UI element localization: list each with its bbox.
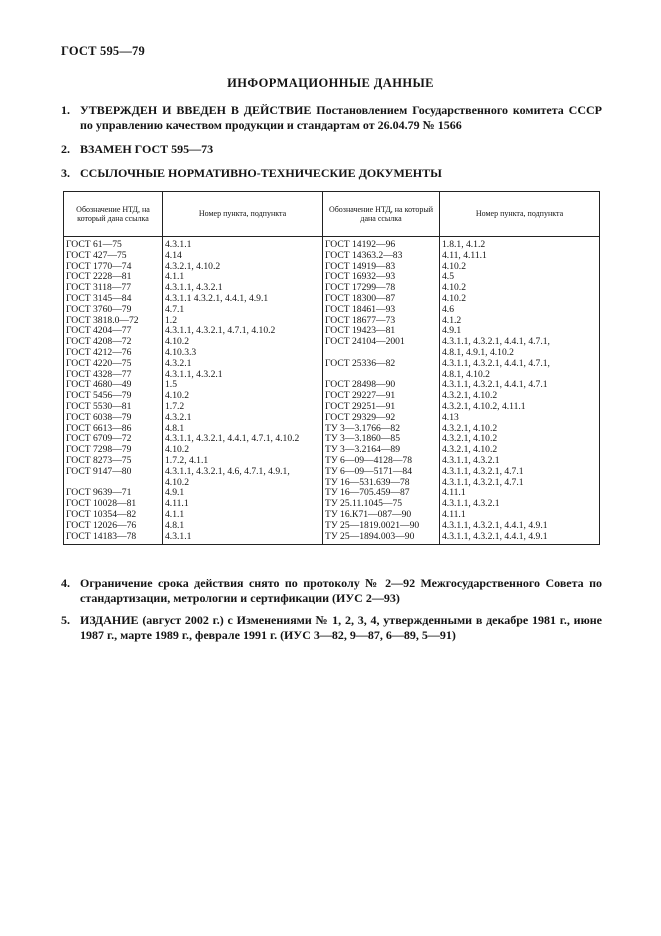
clause-cell: 1.8.1, 4.1.2: [440, 237, 600, 251]
designation-cell: ГОСТ 28498—90: [323, 380, 440, 391]
designation-cell: ТУ 3—3.2164—89: [323, 445, 440, 456]
clause-cell: 4.3.2.1: [163, 359, 323, 370]
clause-cell: 1.2: [163, 316, 323, 327]
item-number: 2.: [61, 142, 70, 156]
header-clause-1: Номер пункта, подпункта: [163, 192, 323, 237]
clause-cell: 4.10.2: [163, 445, 323, 456]
designation-cell: ГОСТ 18300—87: [323, 294, 440, 305]
clause-cell: 4.10.2: [163, 391, 323, 402]
designation-cell: ГОСТ 12026—76: [64, 521, 163, 532]
designation-cell: ГОСТ 14192—96: [323, 237, 440, 251]
designation-cell: ТУ 16—705.459—87: [323, 488, 440, 499]
clause-cell: 4.10.2: [440, 283, 600, 294]
clause-cell: 4.10.2: [163, 337, 323, 348]
clause-cell: 4.1.2: [440, 316, 600, 327]
designation-cell: ГОСТ 9147—80: [64, 467, 163, 478]
designation-cell: ГОСТ 6038—79: [64, 413, 163, 424]
clause-cell: 4.3.1.1, 4.3.2.1, 4.4.1, 4.7.1,: [440, 359, 600, 370]
clause-cell: 4.14: [163, 251, 323, 262]
clause-cell: 4.3.2.1, 4.10.2: [440, 445, 600, 456]
designation-cell: ГОСТ 4204—77: [64, 326, 163, 337]
clause-cell: 4.3.1.1 4.3.2.1, 4.4.1, 4.9.1: [163, 294, 323, 305]
designation-cell: ТУ 25—1894.003—90: [323, 532, 440, 545]
designation-cell: ГОСТ 29227—91: [323, 391, 440, 402]
clause-cell: 4.9.1: [440, 326, 600, 337]
designation-cell: ГОСТ 18461—93: [323, 305, 440, 316]
item-body: [80, 613, 602, 643]
designation-cell: ТУ 25.11.1045—75: [323, 499, 440, 510]
item-lead: Ограничение срока действия снято по протоколу № 2—92: [80, 576, 416, 590]
clause-cell: 4.5: [440, 272, 600, 283]
table-row: [64, 532, 600, 545]
clause-cell: 4.8.1, 4.10.2: [440, 370, 600, 381]
clause-cell: 4.3.1.1, 4.3.2.1: [163, 283, 323, 294]
designation-cell: ТУ 3—3.1860—85: [323, 434, 440, 445]
designation-cell: ГОСТ 17299—78: [323, 283, 440, 294]
designation-cell: ТУ 16—531.639—78: [323, 478, 440, 489]
clause-cell: 4.10.2: [163, 478, 323, 489]
clause-cell: 4.3.2.1, 4.10.2: [440, 434, 600, 445]
item-lead: ВЗАМЕН ГОСТ 595—73: [80, 142, 214, 156]
item-body: [80, 576, 602, 606]
info-item-2: [61, 142, 602, 157]
clause-cell: 4.1.1: [163, 272, 323, 283]
designation-cell: ГОСТ 1770—74: [64, 262, 163, 273]
clause-cell: 4.3.2.1, 4.10.2: [163, 262, 323, 273]
info-item-5: [61, 613, 602, 643]
designation-cell: ГОСТ 29251—91: [323, 402, 440, 413]
designation-cell: ТУ 6—09—4128—78: [323, 456, 440, 467]
designation-cell: ГОСТ 14363.2—83: [323, 251, 440, 262]
item-number: 4.: [61, 576, 70, 590]
clause-cell: 4.3.1.1: [163, 237, 323, 251]
item-lead: УТВЕРЖДЕН И ВВЕДЕН В ДЕЙСТВИЕ: [80, 103, 312, 117]
designation-cell: ГОСТ 29329—92: [323, 413, 440, 424]
designation-cell: ГОСТ 61—75: [64, 237, 163, 251]
designation-cell: ГОСТ 9639—71: [64, 488, 163, 499]
section-title: ИНФОРМАЦИОННЫЕ ДАННЫЕ: [227, 76, 434, 90]
designation-cell: ГОСТ 10354—82: [64, 510, 163, 521]
item-number: 1.: [61, 103, 70, 117]
clause-cell: 4.8.1, 4.9.1, 4.10.2: [440, 348, 600, 359]
designation-cell: ТУ 6—09—5171—84: [323, 467, 440, 478]
designation-cell: ГОСТ 19423—81: [323, 326, 440, 337]
reference-documents-table: [63, 191, 600, 545]
clause-cell: 4.3.1.1, 4.3.2.1, 4.4.1, 4.7.1,: [440, 337, 600, 348]
page-header: ГОСТ 595—79: [61, 44, 145, 58]
clause-cell: 4.3.2.1: [163, 413, 323, 424]
designation-cell: ТУ 25—1819.0021—90: [323, 521, 440, 532]
clause-cell: 4.3.1.1, 4.3.2.1, 4.4.1, 4.7.1: [440, 380, 600, 391]
table-header-row: [64, 192, 600, 237]
clause-cell: 4.3.1.1, 4.3.2.1, 4.4.1, 4.7.1, 4.10.2: [163, 434, 323, 445]
clause-cell: 4.8.1: [163, 424, 323, 435]
clause-cell: 4.3.1.1, 4.3.2.1: [440, 499, 600, 510]
designation-cell: ГОСТ 7298—79: [64, 445, 163, 456]
clause-cell: 4.3.1.1, 4.3.2.1, 4.7.1, 4.10.2: [163, 326, 323, 337]
clause-cell: 4.10.2: [440, 262, 600, 273]
designation-cell: ГОСТ 427—75: [64, 251, 163, 262]
clause-cell: 4.11.1: [163, 499, 323, 510]
clause-cell: 4.11.1: [440, 488, 600, 499]
info-item-1: [61, 103, 602, 133]
designation-cell: ГОСТ 5456—79: [64, 391, 163, 402]
clause-cell: 1.7.2, 4.1.1: [163, 456, 323, 467]
item-text: Межгосударственного Совета по стандартизации, метрологии и сертификации (ИУС 2—93): [80, 576, 603, 605]
clause-cell: 4.3.2.1, 4.10.2, 4.11.1: [440, 402, 600, 413]
clause-cell: 4.1.1: [163, 510, 323, 521]
clause-cell: 4.3.2.1, 4.10.2: [440, 424, 600, 435]
clause-cell: 4.9.1: [163, 488, 323, 499]
clause-cell: 1.5: [163, 380, 323, 391]
clause-cell: 4.3.1.1, 4.3.2.1: [440, 456, 600, 467]
designation-cell: ГОСТ 18677—73: [323, 316, 440, 327]
designation-cell: ГОСТ 14919—83: [323, 262, 440, 273]
clause-cell: 4.3.1.1, 4.3.2.1, 4.4.1, 4.9.1: [440, 532, 600, 545]
designation-cell: ТУ 3—3.1766—82: [323, 424, 440, 435]
clause-cell: 1.7.2: [163, 402, 323, 413]
designation-cell: ГОСТ 25336—82: [323, 359, 440, 370]
clause-cell: 4.3.1.1, 4.3.2.1, 4.4.1, 4.9.1: [440, 521, 600, 532]
clause-cell: 4.11, 4.11.1: [440, 251, 600, 262]
clause-cell: 4.8.1: [163, 521, 323, 532]
item-number: 5.: [61, 613, 70, 627]
item-text: (август 2002 г.) с Изменениями № 1, 2, 3, 4, утвержденными в декабре 1981 г., июне 1987 г., марте 1989 г., феврале 1991 г. (ИУС 3—82, 9—87, 6—89, 5—91): [80, 613, 602, 642]
clause-cell: 4.11.1: [440, 510, 600, 521]
item-body: [80, 166, 602, 181]
table-body: [64, 237, 600, 545]
item-number: 3.: [61, 166, 70, 180]
info-item-3: [61, 166, 602, 181]
designation-cell: ГОСТ 3145—84: [64, 294, 163, 305]
designation-cell: ГОСТ 16932—93: [323, 272, 440, 283]
designation-cell: ГОСТ 6709—72: [64, 434, 163, 445]
clause-cell: 4.6: [440, 305, 600, 316]
designation-cell: ГОСТ 3118—77: [64, 283, 163, 294]
designation-cell: ГОСТ 8273—75: [64, 456, 163, 467]
table-row: [64, 359, 600, 370]
clause-cell: 4.7.1: [163, 305, 323, 316]
clause-cell: 4.13: [440, 413, 600, 424]
designation-cell: ГОСТ 4328—77: [64, 370, 163, 381]
item-body: [80, 142, 602, 157]
designation-cell: ГОСТ 24104—2001: [323, 337, 440, 348]
table-row: [64, 337, 600, 348]
designation-cell: ГОСТ 4212—76: [64, 348, 163, 359]
table-row: [64, 251, 600, 262]
item-lead: ССЫЛОЧНЫЕ НОРМАТИВНО-ТЕХНИЧЕСКИЕ ДОКУМЕНТЫ: [80, 166, 442, 180]
clause-cell: 4.3.1.1, 4.3.2.1, 4.6, 4.7.1, 4.9.1,: [163, 467, 323, 478]
designation-cell: ГОСТ 5530—81: [64, 402, 163, 413]
table-row: [64, 521, 600, 532]
clause-cell: 4.3.1.1, 4.3.2.1, 4.7.1: [440, 478, 600, 489]
header-clause-2: Номер пункта, подпункта: [440, 192, 600, 237]
clause-cell: 4.10.2: [440, 294, 600, 305]
designation-cell: ГОСТ 10028—81: [64, 499, 163, 510]
table-row: [64, 413, 600, 424]
info-item-4: [61, 576, 602, 606]
table-row: [64, 467, 600, 478]
item-body: [80, 103, 602, 133]
item-text: Постановлением Государственного комитета СССР по управлению качеством продукции и стандартам от 26.04.79 № 1566: [80, 103, 602, 132]
clause-cell: 4.3.2.1, 4.10.2: [440, 391, 600, 402]
designation-cell: ГОСТ 3818.0—72: [64, 316, 163, 327]
item-lead: ИЗДАНИЕ: [80, 613, 139, 627]
designation-cell: ТУ 16.К71—087—90: [323, 510, 440, 521]
clause-cell: 4.3.1.1: [163, 532, 323, 545]
designation-cell: ГОСТ 4208—72: [64, 337, 163, 348]
designation-cell: ГОСТ 2228—81: [64, 272, 163, 283]
designation-cell: ГОСТ 14183—78: [64, 532, 163, 545]
designation-cell: ГОСТ 6613—86: [64, 424, 163, 435]
header-designation-1: Обозначение НТД, на который дана ссылка: [64, 192, 163, 237]
designation-cell: ГОСТ 4220—75: [64, 359, 163, 370]
designation-cell: ГОСТ 3760—79: [64, 305, 163, 316]
header-designation-2: Обозначение НТД, на который дана ссылка: [323, 192, 440, 237]
clause-cell: 4.3.1.1, 4.3.2.1: [163, 370, 323, 381]
table-row: [64, 305, 600, 316]
table-row: [64, 237, 600, 251]
designation-cell: ГОСТ 4680—49: [64, 380, 163, 391]
clause-cell: 4.10.3.3: [163, 348, 323, 359]
clause-cell: 4.3.1.1, 4.3.2.1, 4.7.1: [440, 467, 600, 478]
